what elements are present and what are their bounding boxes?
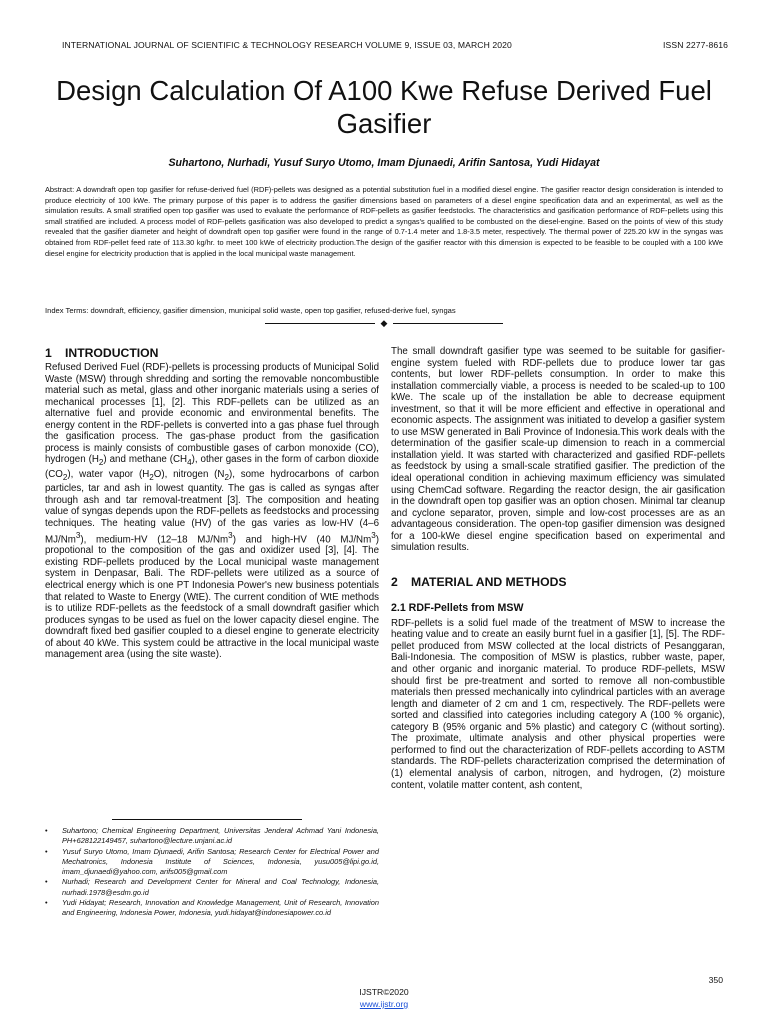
footnote-text: Suhartono; Chemical Engineering Department, Universitas Jenderal Achmad Yani Indonesia, PH+628122149457, suhartono@lecture.unjani.ac.id — [62, 826, 379, 846]
footnote-item — [45, 826, 379, 847]
author-footnotes — [45, 826, 379, 919]
footnote-item — [45, 877, 379, 898]
footnote-item — [45, 847, 379, 878]
section-heading-material-and-methods — [391, 575, 725, 589]
text-run: O), nitrogen (N — [153, 468, 225, 480]
bullet-icon: • — [45, 826, 48, 835]
text-run: ), water vapor (H — [67, 468, 150, 480]
section-separator — [0, 318, 768, 328]
running-header — [62, 40, 728, 52]
copyright: IJSTR©2020 — [359, 987, 409, 997]
text-run: ) propotional to the composition of the gas and oxidizer used [3], [4]. The existing RDF-pellets produced by the Local municipal waste management system in Denpasar, Bali. The RDF-pellets were utilized as a source of electrical energy which is one PT Indonesia Power's new business potentials that related to Waste to Energy (WtE). The current condition of WtE methods is to utilize RDF-pellets as the feedstock of a small downdraft gasifier which produces syngas to be used as fuel on the lower capacity diesel engine. The downdraft fixed bed gasifier coupled to a diesel engine to generate electricity of about 40 kWe. This system could be attractive in the local municipal waste management area (using the site waste). — [45, 533, 379, 661]
footnote-rule — [112, 819, 302, 820]
footnote-text: Yusuf Suryo Utomo, Imam Djunaedi, Arifin Santosa; Research Center for Electrical Power and Mechatronics, Indonesia Institute of Sciences, Indonesia, yusu005@lipi.go.id, imam_djunaedi@yahoo.com, arifs005@gmail.com — [62, 846, 379, 877]
section-title: INTRODUCTION — [65, 346, 159, 360]
right-column — [391, 346, 725, 791]
footnote-text: Yudi Hidayat; Research, Innovation and Knowledge Management, Unit of Research, Innovation and Engineering, Indonesia Power, Indonesia, yudi.hidayat@indonesiapower.co.id — [62, 898, 379, 918]
text-run: Refused Derived Fuel (RDF)-pellets is processing products of Municipal Solid Waste (MSW) through shredding and sorting the removable noncombustible material such as metal, glass and other inorganic materials using a series of mechanical processes [1], [2]. This RDF-pellets can be utilized as an alternative fuel and provide economic and environmental benefits. The energy content in the RDF-pellets is converted into a gas phase fuel through the gasification process. The gas-phase product from the gasification process is mainly consists of combustible gases of carbon monoxide (CO), hydrogen (H — [45, 362, 379, 466]
section-number: 2 — [391, 574, 398, 589]
text-run: ), other gases in the form of carbon dioxide (CO — [45, 454, 379, 480]
footnote-text: Nurhadi; Research and Development Center for Mineral and Coal Technology, Indonesia, nurhadi.1978@esdm.go.id — [62, 877, 379, 897]
bullet-icon: • — [45, 846, 48, 856]
issn: ISSN 2277-8616 — [663, 40, 728, 50]
intro-paragraph-1 — [45, 362, 379, 661]
subscript: 4 — [187, 458, 192, 468]
left-column — [45, 346, 379, 661]
journal-url-link[interactable]: www.ijstr.org — [359, 999, 409, 1009]
subscript: 2 — [62, 472, 68, 482]
superscript: 3 — [75, 530, 81, 540]
separator-rule-left — [265, 323, 375, 324]
page-footer — [0, 986, 768, 1010]
paper-title: Design Calculation Of A100 Kwe Refuse Derived Fuel Gasifier — [56, 75, 712, 139]
text-run: ), some hydrocarbons of carbon particles, tar and ash in lowest quantity. The gas is called as syngas after through ash and tar removal-treatment [3]. The composition and heating value of syngas depends upon the RDF-pellets as feedstocks and processing techniques. The heating value (HV) of the gas varies as low-HV (4–6 MJ/Nm — [45, 468, 380, 545]
text-run: ), medium-HV (12–18 MJ/Nm — [80, 533, 229, 545]
text-run: ) and high-HV (40 MJ/Nm — [232, 533, 372, 545]
section-number: 1 — [45, 346, 52, 360]
index-terms: Index Terms: downdraft, efficiency, gasifier dimension, municipal solid waste, open top gasifier, refused-derive fuel, syngas — [45, 306, 456, 315]
section-title: MATERIAL AND METHODS — [411, 574, 567, 589]
footnote-item — [45, 898, 379, 919]
author-list: Suhartono, Nurhadi, Yusuf Suryo Utomo, Imam Djunaedi, Arifin Santosa, Yudi Hidayat — [168, 157, 600, 169]
superscript: 3 — [228, 530, 233, 540]
diamond-icon: ◆ — [380, 318, 388, 328]
text-run: ) and methane (CH — [103, 454, 188, 466]
section-heading-introduction — [45, 346, 379, 360]
separator-rule-right — [393, 323, 503, 324]
journal-name: INTERNATIONAL JOURNAL OF SCIENTIFIC & TECHNOLOGY RESEARCH VOLUME 9, ISSUE 03, MARCH 2020 — [62, 40, 512, 50]
intro-paragraph-2: The small downdraft gasifier type was seemed to be suitable for gasifier-engine system fueled with RDF-pellets due to produce lower tar gas contents, but lower RDF-pellets consumption. In order to make this installation commercially viable, a process is needed to be scaled-up to 100 kWe. The scale up of the installation be able to decrease equipment investment, so that it will be more efficient and effective in operational and economic aspects. The assignment was initiated to develop a gasifier system to use MSW generated in Bali Province of Indonesia.This work deals with the determination of the gasifier scale-up dimension to reach in a commercial installation yield. It was started with characterized and gasified RDF-pellets as feedstock by using a small-scale stratified gasifier. The prediction of the ideal operational condition in achieving maximum efficiency was simulated using ChemCad software. Regarding the reactor design, the air gasification in the downdraft open top gasifier was an option chosen. Minimal tar cleanup and cyclone separator, proven, simple and low-cost processes are as an advantageous consideration. The open-top gasifier dimension was designed for a 100-kWe diesel engine specification based on experimental and simulation results. — [391, 346, 725, 554]
abstract: Abstract: A downdraft open top gasifier for refuse-derived fuel (RDF)-pellets was designed as a potential substitution fuel in a modified diesel engine. The gasifier reactor design consideration is intended to produce electricity of 100 kWe. The primary purpose of this paper is to address the gasifier dimensions based on parameters of a diesel engine specification data and an experimental, as well as the simulation results. A small stratified open top gasifier was used to evaluate the performance of RDF-pellets as gasifier feedstocks. The characteristics and gasification performance of RDF-pellets using this small stratified are included. A process model of RDF-pellets gasification was also developed to predict a syngas's qualified to be combusted on the diesel-engine. Based on the points of view of this study revealed that the gasifier diameter and height of downdraft open top gasifier were found in the range of 0.7-1.4 meter and 1.8-3.5 meter, respectively. The thermal power of 225.20 kW in the syngas was obtained from RDF-pellet feed rate of 113.30 kg/hr. to meet 100 kWe of electricity production.The design of the gasifier reactor with this dimension is expected to be feasible to be coupled with a 100 kWe diesel engine for electricity production that is applied in the local municipal waste management. — [45, 185, 723, 258]
subscript: 2 — [224, 472, 229, 482]
methods-paragraph-1: RDF-pellets is a solid fuel made of the treatment of MSW to increase the heating value and to create an easily burnt fuel in a gasifier [1], [5]. The RDF-pellet produced from MSW collected at the local districts of Pesanggaran, Bali-Indonesia. The composition of MSW is plastics, rubber waste, paper, and other organic and inorganic material. To produce RDF-pellets, MSW should first be pre-treatment and sorted to remove all non-combustible materials then pressed mechanically into cylindrical particles with an average length and diameter of 2 cm and 1 cm, respectively. The RDF-pellets were sorted and classified into categories including category A (100 % organic), category B (95% organic and 5% plastic) and category C (without sorting). The proximate, ultimate analysis and other physical properties were performed to find out the characterization of RDF-pellets according to ASTM standards. The RDF-pellets characterization comprised the determination of (1) elemental analysis of carbon, nitrogen, and hydrogen, (2) moisture content, volatile matter content, ash content, — [391, 617, 725, 791]
superscript: 3 — [371, 530, 376, 540]
bullet-icon: • — [45, 898, 48, 908]
subsection-heading-rdf-pellets: 2.1 RDF-Pellets from MSW — [391, 601, 524, 614]
page-number: 350 — [708, 975, 723, 985]
subscript: 2 — [149, 472, 154, 482]
bullet-icon: • — [45, 877, 48, 887]
subscript: 2 — [98, 458, 104, 468]
